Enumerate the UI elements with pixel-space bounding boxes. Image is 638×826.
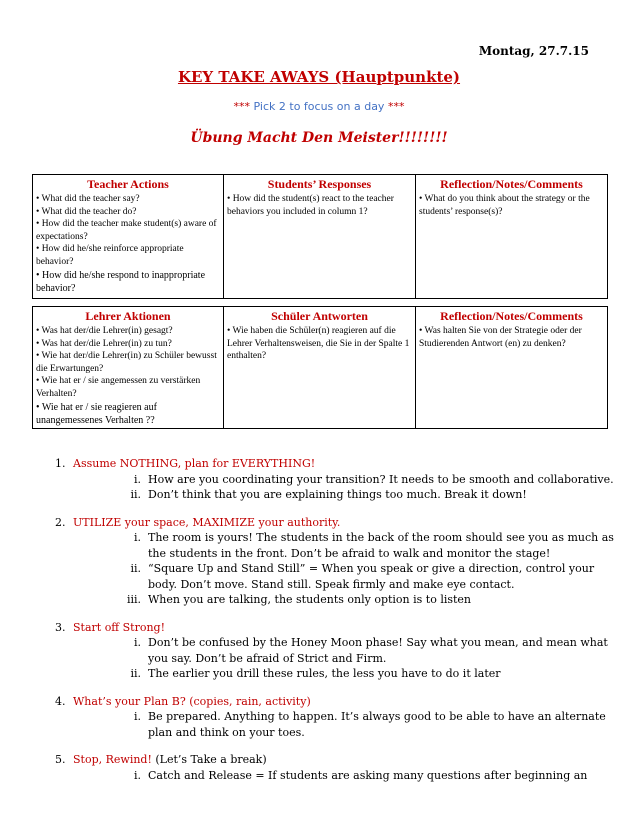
reflection-cell xyxy=(416,192,608,298)
sub-item xyxy=(113,666,615,682)
sub-item xyxy=(113,561,615,592)
header-students-responses: Students’ Responses xyxy=(224,175,416,193)
sub-item xyxy=(113,768,615,784)
sub-number: i. xyxy=(133,768,141,782)
prompt-item: • Was halten Sie von der Strategie oder der Studierenden Antwort (en) zu denken? xyxy=(419,326,582,349)
sub-text: The earlier you drill these rules, the less you have to do it later xyxy=(148,667,501,680)
observation-table-english xyxy=(32,174,608,299)
item-label: Start off Strong! xyxy=(73,620,166,634)
item-number: 4. xyxy=(55,694,66,708)
sub-number: iii. xyxy=(126,593,141,606)
schueler-antworten-cell xyxy=(224,324,416,429)
stars-right: *** xyxy=(387,100,405,113)
sub-item xyxy=(113,709,615,740)
pick-text: Pick 2 to focus on a day xyxy=(250,100,388,113)
sub-number: ii. xyxy=(130,667,141,680)
header-lehrer-aktionen: Lehrer Aktionen xyxy=(33,307,224,325)
list-item xyxy=(55,456,615,503)
item-label: UTILIZE your space, MAXIMIZE your authority. xyxy=(73,515,341,529)
prompt-item: • Wie hat er / sie reagieren auf unangemessenes Verhalten ?? xyxy=(36,402,157,426)
sub-number: i. xyxy=(133,531,141,544)
prompt-item: • How did the teacher make student(s) aware of expectations? xyxy=(36,219,217,242)
header-schueler-antworten: Schüler Antworten xyxy=(224,307,416,325)
item-label xyxy=(73,752,267,768)
sub-text: The room is yours! The students in the back of the room should see you as much as the students in the front. Don’t be afraid to walk and monitor the stage! xyxy=(148,531,614,560)
sub-item xyxy=(113,487,615,503)
sub-number: i. xyxy=(133,472,141,486)
prompt-item: • Wie haben die Schüler(n) reagieren auf die Lehrer Verhaltensweisen, die Sie in der Spalte 1 enthalten? xyxy=(227,326,410,361)
stars-left: *** xyxy=(233,100,251,113)
item-number: 2. xyxy=(55,515,66,529)
sub-item xyxy=(113,530,615,561)
list-item xyxy=(55,620,615,682)
prompt-item: • What did the teacher say? xyxy=(36,194,140,204)
sub-number: i. xyxy=(133,636,141,649)
item-label: Assume NOTHING, plan for EVERYTHING! xyxy=(73,457,316,470)
sub-text: Catch and Release = If students are asking many questions after beginning an xyxy=(148,768,588,782)
sub-item xyxy=(113,592,615,608)
sub-number: ii. xyxy=(130,562,141,575)
list-item xyxy=(55,694,615,741)
sub-text: When you are talking, the students only option is to listen xyxy=(148,593,472,606)
list-item xyxy=(55,515,615,608)
sub-text: Be prepared. Anything to happen. It’s always good to be able to have an alternate plan and think on your toes. xyxy=(148,710,606,739)
pick-instruction xyxy=(0,100,638,113)
item-number: 3. xyxy=(55,620,66,634)
sub-text: Don’t think that you are explaining things too much. Break it down! xyxy=(148,488,527,501)
reflection-cell-de xyxy=(416,324,608,429)
observation-table-german xyxy=(32,306,608,429)
lehrer-aktionen-cell xyxy=(33,324,224,429)
sub-text: “Square Up and Stand Still” = When you speak or give a direction, control your body. Don’t move. Stand still. Speak firmly and make eye contact. xyxy=(148,562,595,591)
prompt-item: • How did the student(s) react to the teacher behaviors you included in column 1? xyxy=(227,194,394,217)
sub-number: ii. xyxy=(130,488,141,501)
prompt-item: • What do you think about the strategy or the students’ response(s)? xyxy=(419,194,590,217)
list-item xyxy=(55,752,615,783)
header-teacher-actions: Teacher Actions xyxy=(33,175,224,193)
teacher-actions-cell xyxy=(33,192,224,298)
item-number: 5. xyxy=(55,753,66,766)
sub-item xyxy=(113,472,615,488)
prompt-item: • How did he/she reinforce appropriate behavior? xyxy=(36,244,184,267)
students-responses-cell xyxy=(224,192,416,298)
motto: Übung Macht Den Meister!!!!!!!! xyxy=(190,130,448,146)
item-number: 1. xyxy=(55,457,66,470)
prompt-item: • Wie hat er / sie angemessen zu verstärken Verhalten? xyxy=(36,376,201,399)
item-label-extra: (Let’s Take a break) xyxy=(151,753,267,766)
sub-item xyxy=(113,635,615,666)
key-takeaways-list xyxy=(55,456,615,795)
document-title: KEY TAKE AWAYS (Hauptpunkte) xyxy=(177,68,461,86)
sub-number: i. xyxy=(133,710,141,723)
prompt-item: • Wie hat der/die Lehrer(in) zu Schüler bewusst die Erwartungen? xyxy=(36,351,217,374)
prompt-item: • What did the teacher do? xyxy=(36,206,137,217)
item-label: What’s your Plan B? (copies, rain, activity) xyxy=(73,694,311,708)
prompt-item: • Was hat der/die Lehrer(in) zu tun? xyxy=(36,338,172,349)
document-date: Montag, 27.7.15 xyxy=(478,44,589,58)
prompt-item: • How did he/she respond to inappropriate behavior? xyxy=(36,270,206,294)
item-label-red: Stop, Rewind! xyxy=(73,753,152,766)
header-reflection: Reflection/Notes/Comments xyxy=(416,175,608,193)
sub-text: Don’t be confused by the Honey Moon phase! Say what you mean, and mean what you say. Don’t be afraid of Strict and Firm. xyxy=(148,636,608,665)
header-reflection-de: Reflection/Notes/Comments xyxy=(416,307,608,325)
sub-text: How are you coordinating your transition? It needs to be smooth and collaborative. xyxy=(148,472,614,486)
prompt-item: • Was hat der/die Lehrer(in) gesagt? xyxy=(36,326,173,336)
